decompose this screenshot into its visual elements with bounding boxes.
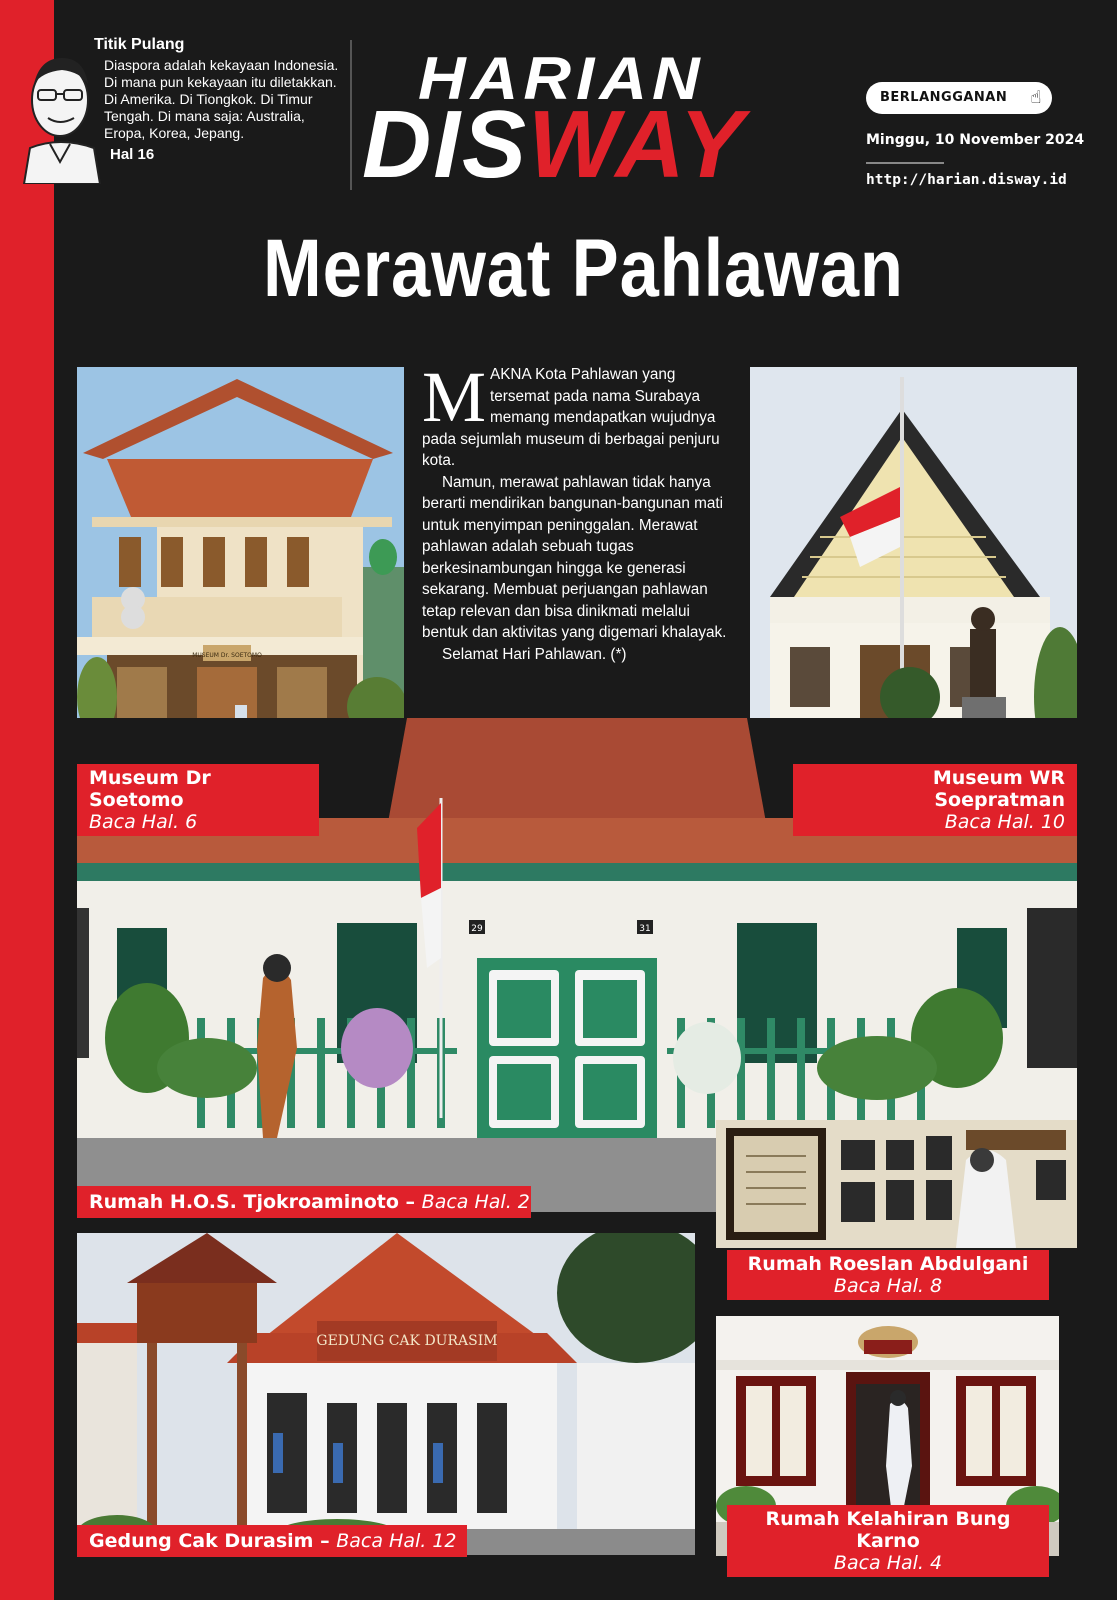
- durasim-building-sign: GEDUNG CAK DURASIM: [316, 1333, 498, 1349]
- caption-separator: –: [313, 1530, 337, 1552]
- caption-name: Rumah Kelahiran Bung Karno: [765, 1508, 1011, 1552]
- house-number-31: 31: [639, 924, 651, 934]
- caption-page-ref: Baca Hal. 6: [89, 811, 198, 833]
- intro-dropcap: M: [422, 357, 487, 437]
- column-title: Titik Pulang: [94, 36, 185, 53]
- subscribe-button[interactable]: [866, 82, 1052, 114]
- issue-date: Minggu, 10 November 2024: [866, 132, 1085, 148]
- pointer-hand-icon: ☝: [1030, 87, 1042, 108]
- columnist-portrait: [20, 44, 104, 184]
- soetomo-building-sign: MUSEUM Dr. SOETOMO: [192, 652, 262, 659]
- caption-museum-wr-soepratman[interactable]: [793, 764, 1077, 836]
- logo-line-disway: [362, 91, 746, 198]
- column-teaser[interactable]: [94, 36, 346, 163]
- caption-separator: –: [398, 1191, 422, 1213]
- website-url[interactable]: http://harian.disway.id: [866, 172, 1067, 188]
- caption-name: Rumah Roeslan Abdulgani: [747, 1253, 1029, 1275]
- photo-museum-dr-soetomo: [77, 367, 404, 767]
- caption-page-ref: Baca Hal. 4: [833, 1552, 943, 1574]
- house-number-29: 29: [471, 924, 483, 934]
- photo-museum-wr-soepratman: [750, 367, 1077, 767]
- column-page-ref: Hal 16: [110, 146, 155, 163]
- caption-page-ref: Baca Hal. 2: [421, 1191, 530, 1213]
- caption-name: Rumah H.O.S. Tjokroaminoto: [89, 1191, 399, 1213]
- caption-name: Gedung Cak Durasim: [89, 1530, 314, 1552]
- intro-paragraph-1: AKNA Kota Pahlawan yang tersemat pada nama Surabaya memang mendapatkan wujudnya pada sejumlah museum di berbagai penjuru kota.: [422, 366, 720, 469]
- intro-paragraph-3: Selamat Hari Pahlawan. (*): [442, 645, 627, 663]
- intro-article: [422, 357, 734, 665]
- caption-name: Museum Dr Soetomo: [89, 767, 211, 811]
- date-divider: [866, 162, 944, 164]
- logo-way: WAY: [528, 91, 746, 198]
- caption-page-ref: Baca Hal. 10: [944, 811, 1065, 833]
- caption-gedung-cak-durasim[interactable]: [77, 1525, 467, 1557]
- caption-rumah-kelahiran-bung-karno[interactable]: [727, 1505, 1049, 1577]
- logo-line-harian: HARIAN: [418, 43, 705, 113]
- caption-museum-dr-soetomo[interactable]: [77, 764, 319, 836]
- photo-rumah-roeslan-abdulgani: [716, 1120, 1077, 1248]
- logo-dis: DIS: [362, 91, 529, 198]
- caption-page-ref: Baca Hal. 12: [336, 1530, 457, 1552]
- caption-page-ref: Baca Hal. 8: [833, 1275, 943, 1297]
- caption-name: Museum WR Soepratman: [932, 767, 1065, 811]
- masthead-divider: [350, 40, 352, 190]
- harian-disway-logo[interactable]: [362, 42, 832, 198]
- caption-rumah-roeslan-abdulgani[interactable]: [727, 1250, 1049, 1300]
- subscribe-label: BERLANGGANAN: [880, 90, 1008, 105]
- red-spine-bar: [0, 0, 54, 1600]
- page-headline: Merawat Pahlawan: [263, 223, 904, 314]
- caption-rumah-hos-tjokroaminoto[interactable]: [77, 1186, 531, 1218]
- column-excerpt: Diaspora adalah kekayaan Indonesia. Di mana pun kekayaan itu diletakkan. Di Amerika. Di Tiongkok. Di Timur Tengah. Di mana saja: Australia, Eropa, Korea, Jepang.: [104, 57, 339, 141]
- intro-paragraph-2: Namun, merawat pahlawan tidak hanya berarti mendirikan bangunan-bangunan mati untuk menyimpan peninggalan. Merawat pahlawan adalah sebuah tugas berkesinambungan hingga ke generasi sekarang. Membuat perjuangan pahlawan tetap relevan dan bisa dinikmati melalui bentuk dan aktivitas yang digemari khalayak.: [422, 473, 727, 641]
- photo-gedung-cak-durasim: [77, 1233, 695, 1555]
